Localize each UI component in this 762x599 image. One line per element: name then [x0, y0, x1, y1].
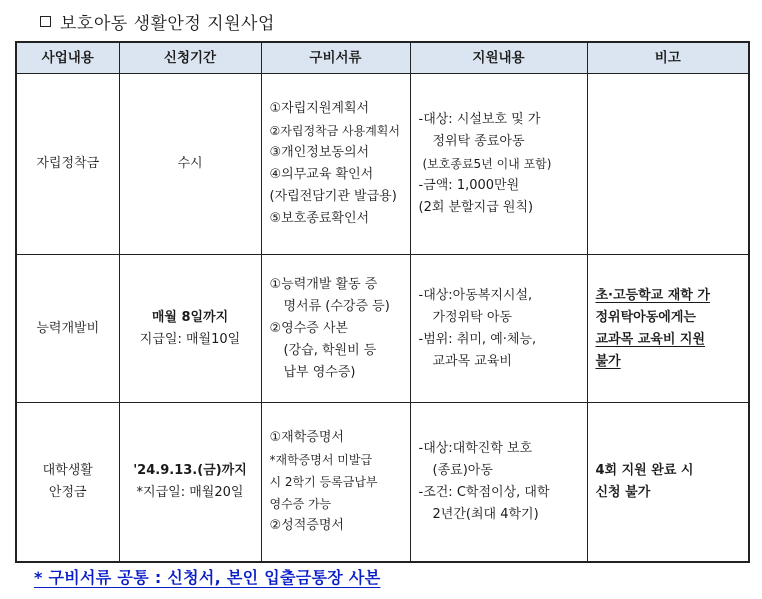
header-support: 지원내용	[410, 42, 587, 74]
documents-cell: ①재학증명서 *재학증명서 미발급 시 2학기 등록금납부 영수증 가능 ②성적증명서	[261, 403, 410, 563]
program-cell: 자립정착금	[16, 74, 119, 255]
support-program-table	[15, 41, 750, 563]
documents-cell: ①자립지원계획서 ②자립정착금 사용계획서 ③개인정보동의서 ④의무교육 확인서 (자립전담기관 발급용) ⑤보호종료확인서	[261, 74, 410, 255]
header-documents: 구비서류	[261, 42, 410, 74]
table-row	[16, 403, 749, 563]
note-cell: 초·고등학교 재학 가 정위탁아동에게는 교과목 교육비 지원 불가	[587, 255, 749, 403]
header-program: 사업내용	[16, 42, 119, 74]
common-documents-note: * 구비서류 공통 : 신청서, 본인 입출금통장 사본	[34, 568, 381, 587]
note-cell	[587, 74, 749, 255]
period-cell: 수시	[119, 74, 261, 255]
program-cell: 대학생활 안정금	[16, 403, 119, 563]
period-cell: '24.9.13.(금)까지 *지급일: 매월20일	[119, 403, 261, 563]
table-header-row	[16, 42, 749, 74]
header-period: 신청기간	[119, 42, 261, 74]
header-note: 비고	[587, 42, 749, 74]
note-cell: 4회 지원 완료 시 신청 불가	[587, 403, 749, 563]
period-cell: 매월 8일까지 지급일: 매월10일	[119, 255, 261, 403]
checkbox-bullet-icon	[40, 16, 51, 27]
section-title-text: 보호아동 생활안정 지원사업	[60, 14, 275, 34]
section-title	[40, 9, 275, 34]
table-row	[16, 255, 749, 403]
support-cell: -대상:아동복지시설, 가정위탁 아동 -범위: 취미, 예·체능, 교과목 교육비	[410, 255, 587, 403]
support-cell: -대상:대학진학 보호 (종료)아동 -조건: C학점이상, 대학 2년간(최대 4학기)	[410, 403, 587, 563]
table-row	[16, 74, 749, 255]
program-cell: 능력개발비	[16, 255, 119, 403]
documents-cell: ①능력개발 활동 증 명서류 (수강증 등) ②영수증 사본 (강습, 학원비 등 납부 영수증)	[261, 255, 410, 403]
support-cell: -대상: 시설보호 및 가 정위탁 종료아동 (보호종료5년 이내 포함) -금액: 1,000만원 (2회 분할지급 원칙)	[410, 74, 587, 255]
